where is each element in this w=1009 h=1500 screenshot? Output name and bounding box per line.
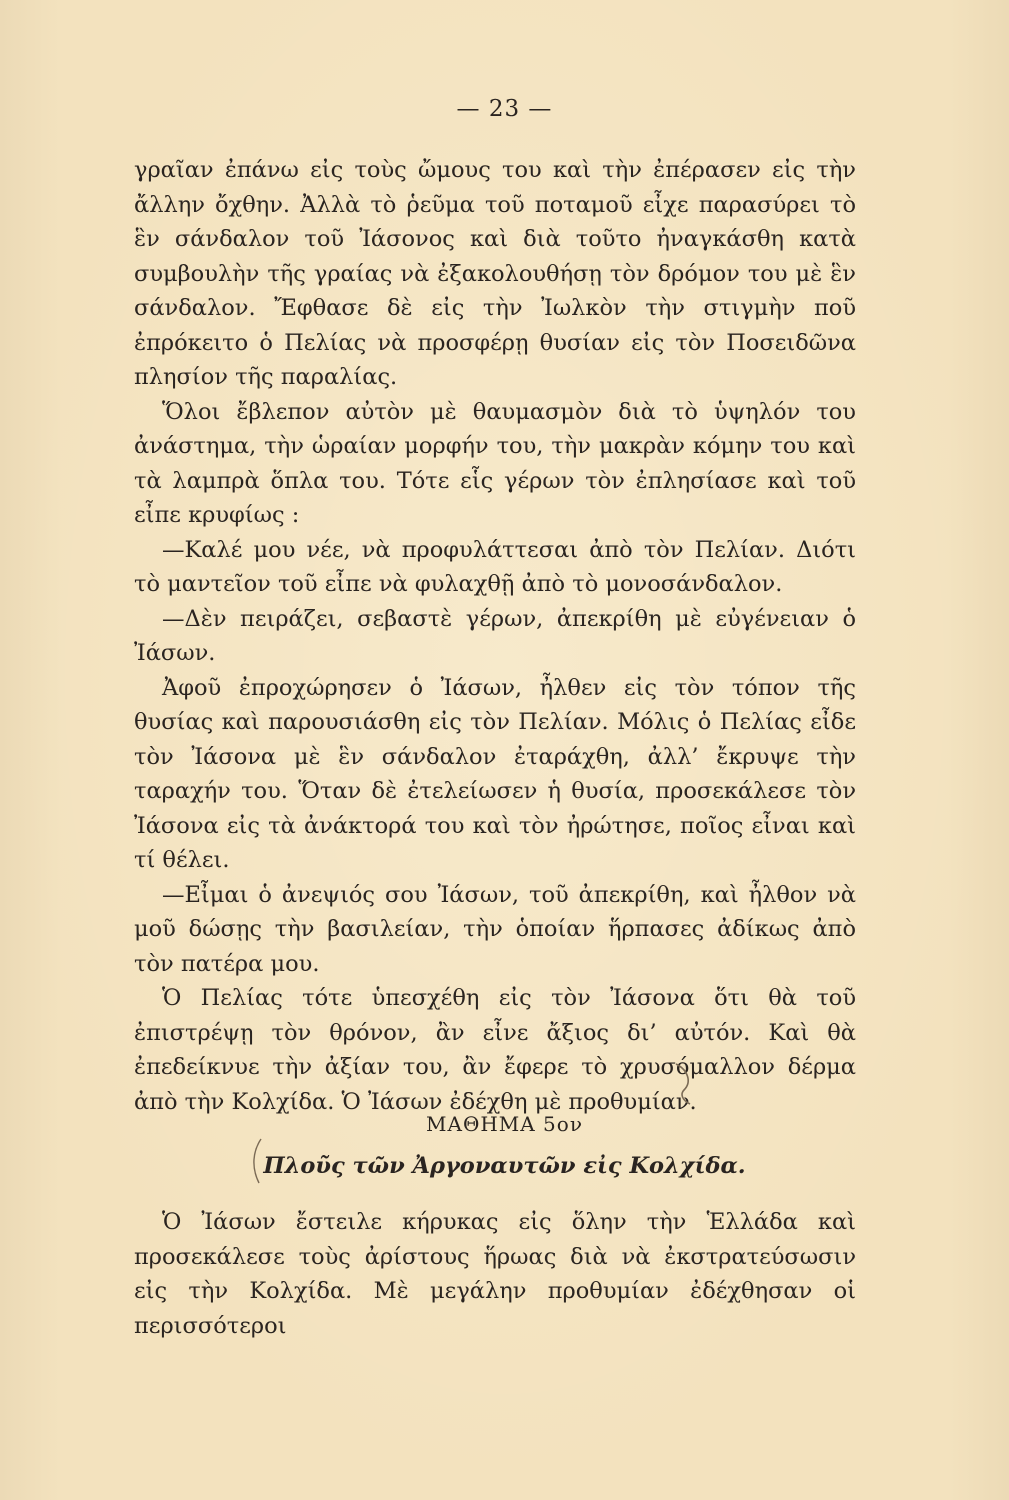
lesson-heading: ΜΑΘΗΜΑ 5ον [426,1112,583,1136]
dialogue-paragraph: —Εἶμαι ὁ ἀνεψιός σου Ἰάσων, τοῦ ἀπεκρίθη, καὶ ἦλθον νὰ μοῦ δώσῃς τὴν βασιλείαν, τὴν ὁποίαν ἥρπασες ἀδίκως ἀπὸ τὸν πατέρα μου. [134,881,856,977]
paragraph: Ὅλοι ἔβλεπον αὐτὸν μὲ θαυμασμὸν διὰ τὸ ὑψηλόν του ἀνάστημα, τὴν ὡραίαν μορφήν του, τὴν μακρὰν κόμην του καὶ τὰ λαμπρὰ ὅπλα του. Τότε εἷς γέρων τὸν ἐπλησίασε καὶ τοῦ εἶπε κρυφίως : [134,398,856,528]
paragraph: Ὁ Ἰάσων ἔστειλε κήρυκας εἰς ὅλην τὴν Ἑλλάδα καὶ προσεκάλεσε τοὺς ἀρίστους ἥρωας διὰ νὰ ἐκστρατεύσωσιν εἰς τὴν Κολχίδα. Μὲ μεγάλην προθυμίαν ἐδέχθησαν οἱ περισσότεροι [134,1209,856,1339]
pencil-mark-icon [670,1060,700,1110]
page-number: — 23 — [456,96,553,122]
paragraph: Ὁ Πελίας τότε ὑπεσχέθη εἰς τὸν Ἰάσονα ὅτι θὰ τοῦ ἐπιστρέψῃ τὸν θρόνον, ἂν εἶνε ἄξιος δι’ αὐτόν. Καὶ θὰ ἐπεδείκνυε τὴν ἀξίαν του, ἂν ἔφερε τὸ χρυσόμαλλον δέρμα ἀπὸ τὴν Κολχίδα. Ὁ Ἰάσων ἐδέχθη μὲ προθυμίαν. [134,985,856,1115]
dialogue-paragraph: —Δὲν πειράζει, σεβαστὲ γέρων, ἀπεκρίθη μὲ εὐγένειαν ὁ Ἰάσων. [134,605,856,666]
paragraph: Ἀφοῦ ἐπροχώρησεν ὁ Ἰάσων, ἦλθεν εἰς τὸν τόπον τῆς θυσίας καὶ παρουσιάσθη εἰς τὸν Πελίαν. Μόλις ὁ Πελίας εἶδε τὸν Ἰάσονα μὲ ἓν σάνδαλον ἐταράχθη, ἀλλ’ ἔκρυψε τὴν ταραχήν του. Ὅταν δὲ ἐτελείωσεν ἡ θυσία, προσεκάλεσε τὸν Ἰάσονα εἰς τὰ ἀνάκτορά του καὶ τὸν ἠρώτησε, ποῖος εἶναι καὶ τί θέλει. [134,674,856,873]
lesson-title: Πλοῦς τῶν Ἀργοναυτῶν εἰς Κολχίδα. [263,1153,746,1179]
paragraph: γραῖαν ἐπάνω εἰς τοὺς ὤμους του καὶ τὴν ἐπέρασεν εἰς τὴν ἄλλην ὄχθην. Ἀλλὰ τὸ ῥεῦμα τοῦ ποταμοῦ εἶχε παρασύρει τὸ ἓν σάνδαλον τοῦ Ἰάσονος καὶ διὰ τοῦτο ἠναγκάσθη κατὰ συμβουλὴν τῆς γραίας νὰ ἐξακολουθήσῃ τὸν δρόμον του μὲ ἓν σάνδαλον. Ἔφθασε δὲ εἰς τὴν Ἰωλκὸν τὴν στιγμὴν ποῦ ἐπρόκειτο ὁ Πελίας νὰ προσφέρῃ θυσίαν εἰς τὸν Ποσειδῶνα πλησίον τῆς παραλίας. [134,157,856,390]
main-text [134,153,856,1119]
lesson-text [134,1205,856,1343]
dialogue-paragraph: —Καλέ μου νέε, νὰ προφυλάττεσαι ἀπὸ τὸν Πελίαν. Διότι τὸ μαντεῖον τοῦ εἶπε νὰ φυλαχθῇ ἀπὸ τὸ μονοσάνδαλον. [134,536,856,597]
